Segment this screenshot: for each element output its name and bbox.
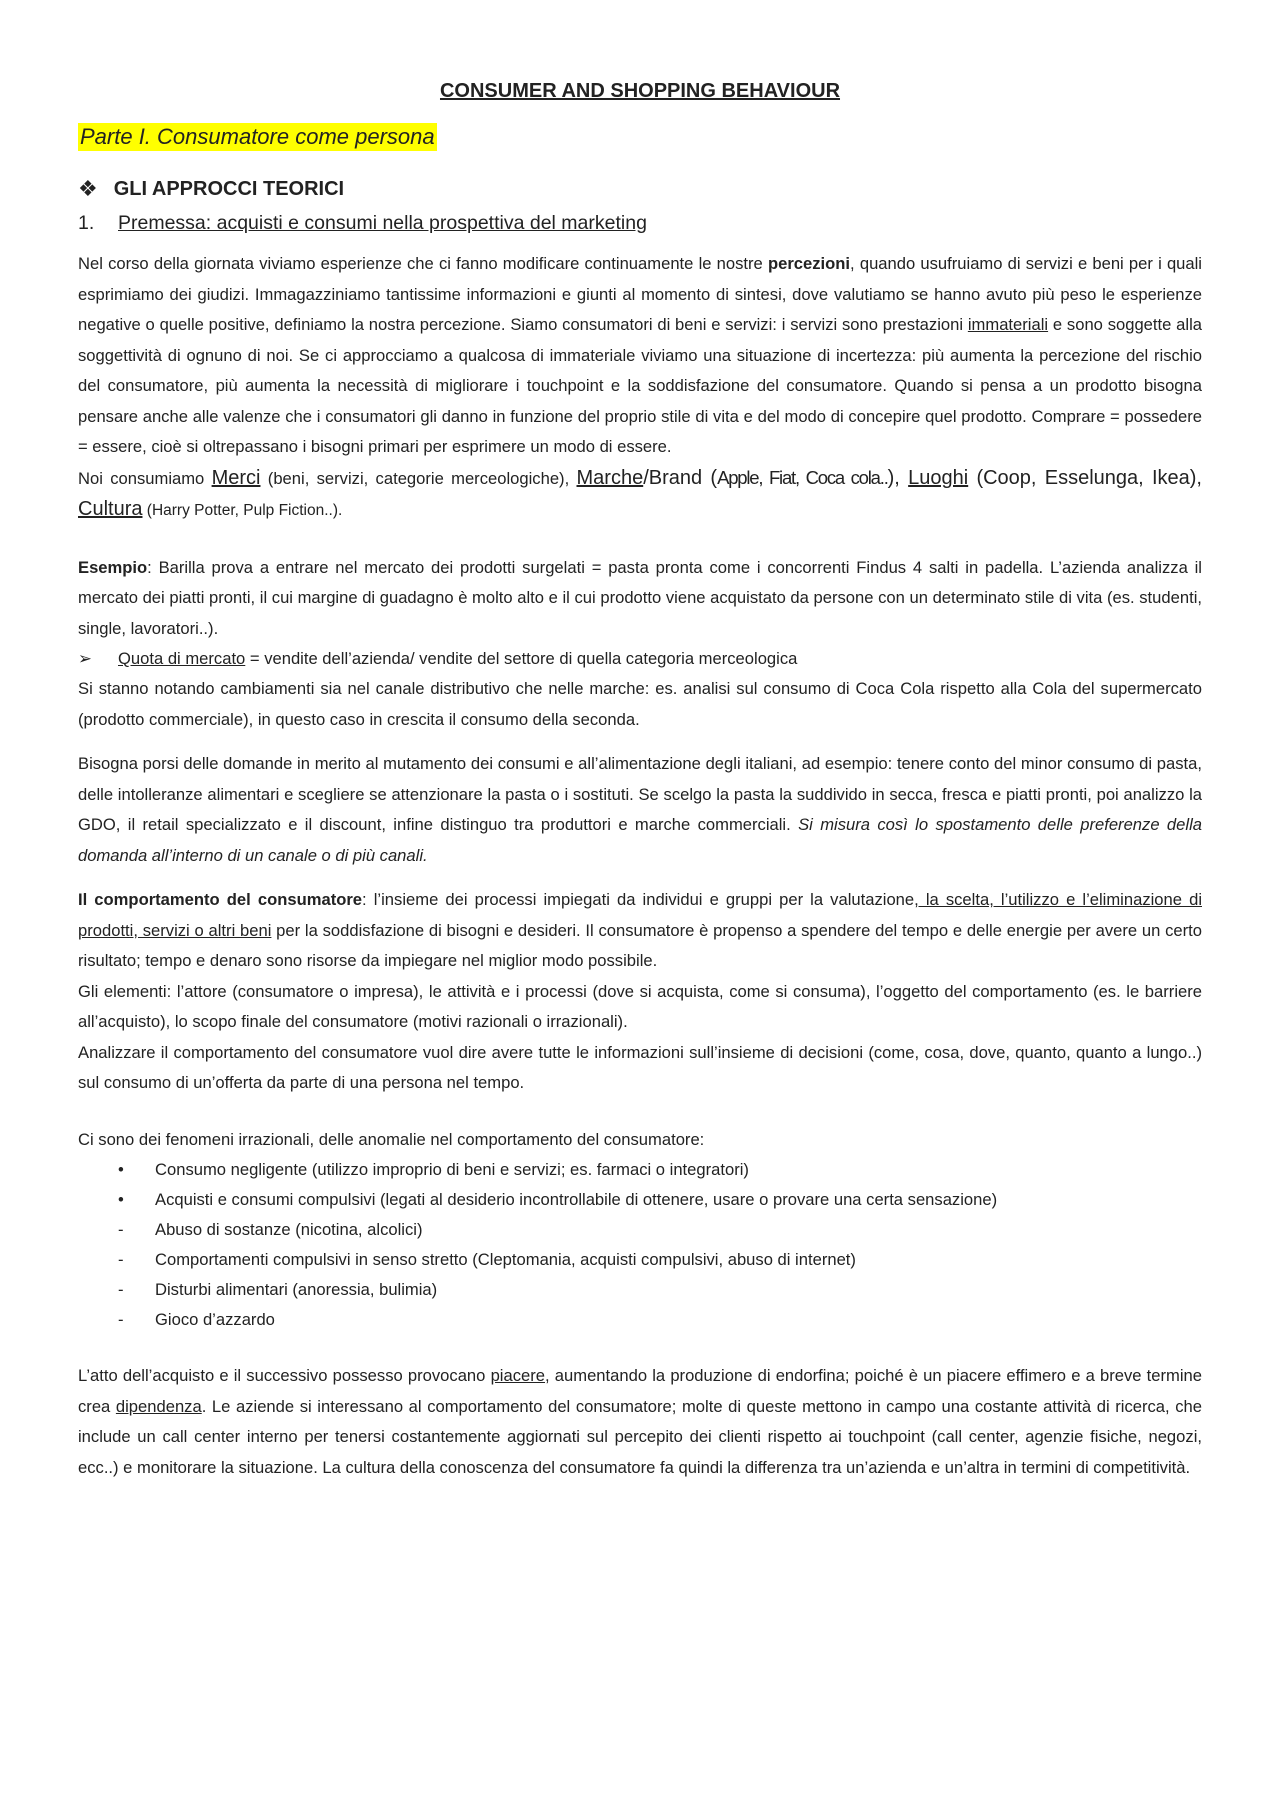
paragraph-cambiamenti: Si stanno notando cambiamenti sia nel canale distributivo che nelle marche: es. analisi sul consumo di Coca Cola rispetto alla Cola del supermercato (prodotto commerciale), in questo caso in crescita il consumo della seconda. — [78, 679, 1202, 729]
paragraph-atto — [78, 1361, 1202, 1483]
section-heading — [78, 177, 1202, 202]
part-heading: Parte I. Consumatore come persona — [80, 124, 435, 149]
underlined-term-cultura: Cultura — [78, 498, 143, 520]
subsection-heading — [78, 212, 1202, 235]
spacer — [78, 1099, 1202, 1125]
spacer — [78, 735, 1202, 749]
text-run: Noi consumiamo — [78, 468, 212, 488]
list-item — [118, 1305, 1202, 1335]
text-run: = vendite dell’azienda/ vendite del settore di quella categoria merceologica — [245, 649, 798, 668]
underlined-phrase: , la scelta, l’utilizzo e l’eliminazione di prodotti, servizi o altri beni — [78, 890, 1202, 940]
subsection-number: 1. — [78, 212, 95, 234]
list-marker: - — [118, 1280, 124, 1299]
text-run: : l’insieme dei processi impiegati da individui e gruppi per la valutazione — [362, 890, 915, 909]
underlined-term-merci: Merci — [211, 466, 261, 489]
text-run: . Le aziende si interessano al comportamento del consumatore; molte di queste mettono in campo una costante attività di ricerca, che include un call center interno per tenersi costantemente aggiornati sul percepito dei clienti rispetto ai touchpoint (call center, agenzie fisiche, negozi, ecc..) e monitorare la situazione. La cultura della conoscenza del consumatore fa quindi la differenza tra un’azienda e un’altra in termini di competitività. — [78, 1396, 1203, 1477]
bold-term-percezioni: percezioni — [767, 254, 851, 273]
text-run: (Harry Potter, Pulp Fiction..). — [142, 502, 343, 519]
text-run: /Brand ( — [643, 466, 718, 489]
paragraph-elementi: Gli elementi: l’attore (consumatore o impresa), le attività e i processi (dove si acquista, come si consuma), l’oggetto del comportamento (es. le barriere all’acquisto), lo scopo finale del consumatore (motivi razionali o irrazionali). — [78, 981, 1202, 1031]
underlined-term-dipendenza: dipendenza — [115, 1396, 202, 1416]
list-marker: - — [118, 1310, 124, 1329]
subsection-heading-text: Premessa: acquisti e consumi nella prospettiva del marketing — [118, 212, 647, 234]
quota-bullet-row — [78, 644, 1202, 674]
bold-label-comportamento: Il comportamento del consumatore — [78, 890, 363, 909]
list-item-text: Consumo negligente (utilizzo improprio di beni e servizi; es. farmaci o integratori) — [155, 1160, 749, 1179]
text-run: : Barilla prova a entrare nel mercato dei prodotti surgelati = pasta pronta come i concorrenti Findus 4 salti in padella. L’azienda analizza il mercato dei piatti pronti, il cui margine di guadagno è molto alto e il cui prodotto viene acquistato da persone con un determinato stile di vita (es. studenti, single, lavoratori..). — [78, 557, 1202, 638]
anomalies-list — [78, 1155, 1202, 1335]
underlined-term-marche: Marche — [576, 466, 644, 489]
text-run: L’atto dell’acquisto e il successivo possesso provocano — [78, 1366, 491, 1385]
underlined-term-immateriali: immateriali — [967, 315, 1049, 334]
arrow-bullet-icon: ➢ — [78, 649, 92, 668]
list-marker: • — [118, 1160, 124, 1179]
list-item-text: Gioco d’azzardo — [155, 1310, 275, 1329]
underlined-term-piacere: piacere — [490, 1366, 546, 1385]
italic-sentence: Si misura così lo spostamento delle preferenze della domanda all’interno di un canale o di più canali. — [78, 815, 1202, 865]
list-item-text: Comportamenti compulsivi in senso stretto (Cleptomania, acquisti compulsivi, abuso di internet) — [155, 1250, 856, 1269]
text-run: , quando usufruiamo di servizi e beni per i quali esprimiamo dei giudizi. Immagazziniamo tantissime informazioni e giunti al momento di sintesi, dove valutiamo se hanno avuto più peso le esperienze negative o quelle positive, definiamo la nostra percezione. Siamo consumatori di beni e servizi: i servizi sono prestazioni — [78, 254, 1202, 334]
bold-label-esempio: Esempio — [78, 557, 148, 577]
text-run: (Coop, Esselunga, Ikea), — [968, 466, 1202, 489]
paragraph-analizzare: Analizzare il comportamento del consumatore vuol dire avere tutte le informazioni sull’insieme di decisioni (come, cosa, dove, quanto, quanto a lungo..) sul consumo di un’offerta da parte di una persona nel tempo. — [78, 1042, 1202, 1092]
document-title: CONSUMER AND SHOPPING BEHAVIOUR — [439, 80, 841, 102]
list-item — [118, 1155, 1202, 1185]
spacer — [78, 527, 1202, 553]
paragraph-comportamento — [78, 885, 1202, 977]
underlined-term-quota: Quota di mercato — [118, 649, 246, 668]
text-run: , aumentando la produzione di endorfina; poiché è un piacere effimero e a breve termine crea — [78, 1366, 1203, 1416]
list-marker: - — [118, 1250, 124, 1269]
list-item — [118, 1185, 1202, 1215]
list-marker: • — [118, 1190, 124, 1209]
list-item — [118, 1275, 1202, 1305]
list-item-text: Acquisti e consumi compulsivi (legati al desiderio incontrollabile di ottenere, usare o provare una certa sensazione) — [155, 1190, 998, 1209]
text-run: e sono soggette alla soggettività di ognuno di noi. Se ci approcciamo a qualcosa di immateriale viviamo una situazione di incertezza: più aumenta la percezione del rischio del consumatore, più aumenta la necessità di migliorare i touchpoint e la soddisfazione del consumatore. Quando si pensa a un prodotto bisogna pensare anche alle valenze che i consumatori gli danno in funzione del proprio stile di vita e del modo di concepire quel prodotto. Comprare = possedere = essere, cioè si oltrepassano i bisogni primari per esprimere un modo di essere. — [78, 315, 1202, 456]
section-heading-text: GLI APPROCCI TEORICI — [113, 178, 345, 200]
text-run: Nel corso della giornata viviamo esperienze che ci fanno modificare continuamente le nostre — [78, 254, 768, 273]
text-run: Bisogna porsi delle domande in merito al mutamento dei consumi e all’alimentazione degli italiani, ad esempio: tenere conto del minor consumo di pasta, delle intolleranze alimentari e scegliere se attenzionare la pasta o i sostituti. Se scelgo la pasta la suddivido in secca, fresca e piatti pronti, poi analizzo la GDO, il retail specializzato e il discount, infine distinguo tra produttori e marche commerciali. — [78, 754, 1202, 834]
list-item — [118, 1215, 1202, 1245]
paragraph-consumiamo — [78, 463, 1202, 527]
list-item-text: Disturbi alimentari (anoressia, bulimia) — [155, 1280, 438, 1299]
underlined-term-luoghi: Luoghi — [908, 466, 969, 489]
spacer — [78, 871, 1202, 885]
list-marker: - — [118, 1220, 124, 1239]
brand-list: Apple, Fiat, Coca cola.. — [717, 466, 888, 488]
spacer — [78, 1335, 1202, 1361]
paragraph-percezioni — [78, 249, 1202, 463]
list-item-text: Abuso di sostanze (nicotina, alcolici) — [155, 1220, 423, 1239]
diamond-bullet-icon: ❖ — [78, 177, 98, 202]
part-heading-wrapper — [78, 123, 1202, 171]
paragraph-fenomeni: Ci sono dei fenomeni irrazionali, delle anomalie nel comportamento del consumatore: — [78, 1129, 705, 1149]
text-run: per la soddisfazione di bisogni e desideri. Il consumatore è propenso a spendere del tempo e delle energie per avere un certo risultato; tempo e denaro sono risorse da impiegare nel miglior modo possibile. — [78, 920, 1202, 970]
list-item — [118, 1245, 1202, 1275]
text-run: (beni, servizi, categorie merceologiche), — [260, 468, 577, 488]
paragraph-esempio — [78, 553, 1202, 645]
text-run: ), — [887, 466, 909, 489]
paragraph-domande — [78, 749, 1202, 871]
